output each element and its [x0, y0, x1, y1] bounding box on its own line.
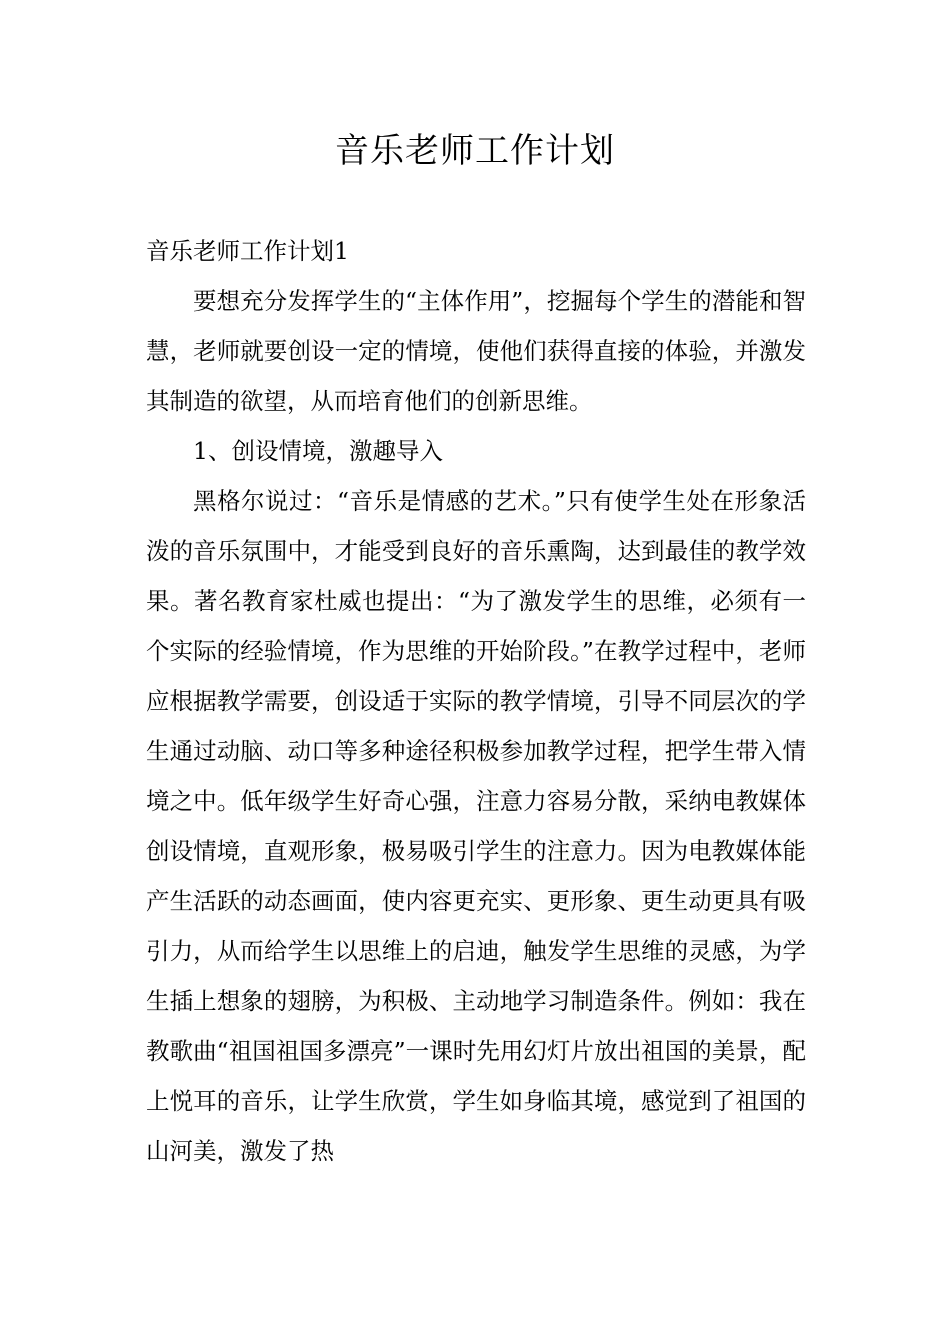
document-body	[146, 226, 806, 1176]
body-paragraph: 黑格尔说过：“音乐是情感的艺术。”只有使学生处在形象活泼的音乐氛围中，才能受到良好的音乐熏陶，达到最佳的教学效果。著名教育家杜威也提出：“为了激发学生的思维，必须有一个实际的经验情境，作为思维的开始阶段。”在教学过程中，老师应根据教学需要，创设适于实际的教学情境，引导不同层次的学生通过动脑、动口等多种途径积极参加教学过程，把学生带入情境之中。低年级学生好奇心强，注意力容易分散，采纳电教媒体创设情境，直观形象，极易吸引学生的注意力。因为电教媒体能产生活跃的动态画面，使内容更充实、更形象、更生动更具有吸引力，从而给学生以思维上的启迪，触发学生思维的灵感，为学生插上想象的翅膀，为积极、主动地学习制造条件。例如：我在教歌曲“祖国祖国多漂亮”一课时先用幻灯片放出祖国的美景，配上悦耳的音乐，让学生欣赏，学生如身临其境，感觉到了祖国的山河美，激发了热	[146, 487, 806, 1165]
numbered-subheading: 1、创设情境，激趣导入	[193, 437, 443, 465]
section-heading: 音乐老师工作计划1	[146, 237, 349, 265]
body-paragraph: 要想充分发挥学生的“主体作用”，挖掘每个学生的潜能和智慧，老师就要创设一定的情境，使他们获得直接的体验，并激发其制造的欲望，从而培育他们的创新思维。	[146, 287, 806, 415]
document-title: 音乐老师工作计划	[335, 131, 615, 171]
